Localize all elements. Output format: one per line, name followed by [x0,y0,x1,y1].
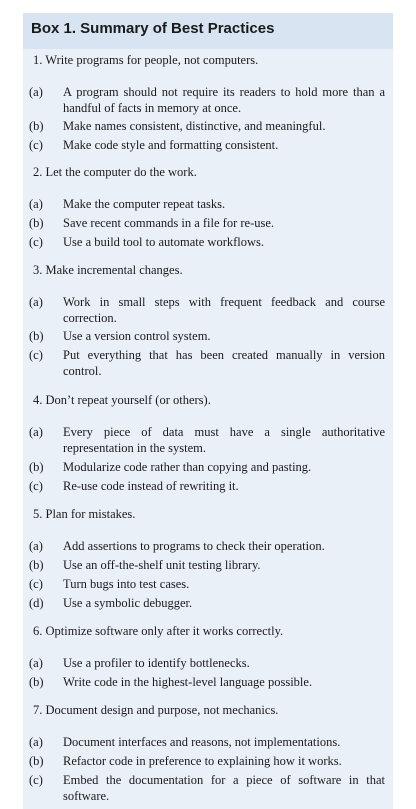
item-label: (c) [29,235,43,249]
list-item-6a [29,655,385,673]
item-label: (a) [29,85,43,99]
item-label: (b) [29,216,44,230]
summary-box [23,13,393,809]
list-item-6b [29,674,385,692]
item-label: (b) [29,460,44,474]
list-item-5b [29,557,385,575]
item-text: Every piece of data must have a single authoritative representation in the system. [63,425,385,455]
item-label: (a) [29,539,43,553]
item-label: (b) [29,675,44,689]
list-item-1c [29,137,385,155]
item-text: Make names consistent, distinctive, and meaningful. [63,119,326,133]
item-text: Add assertions to programs to check their operation. [63,539,325,553]
item-label: (a) [29,295,43,309]
list-item-2b [29,215,385,233]
item-label: (c) [29,577,43,591]
item-label: (c) [29,479,43,493]
item-text: Save recent commands in a file for re-use. [63,216,275,230]
list-item-5c [29,576,385,594]
list-item-7b [29,753,385,771]
list-item-3c [29,347,385,381]
item-text: Turn bugs into test cases. [63,577,190,591]
list-item-4b [29,459,385,477]
item-label: (d) [29,596,44,610]
section-heading-1: 1. Write programs for people, not computers. [33,53,259,67]
section-heading-5: 5. Plan for mistakes. [33,507,136,521]
item-text: Use a symbolic debugger. [63,596,193,610]
item-text: Embed the documentation for a piece of software in that software. [63,773,385,803]
section-heading-3: 3. Make incremental changes. [33,263,183,277]
box-body [23,49,393,809]
section-heading-4: 4. Don’t repeat yourself (or others). [33,393,211,407]
item-label: (c) [29,348,43,362]
list-item-3b [29,328,385,346]
item-label: (b) [29,558,44,572]
list-item-2c [29,234,385,252]
item-label: (c) [29,138,43,152]
section-heading-7: 7. Document design and purpose, not mechanics. [33,703,279,717]
list-item-4a [29,424,385,458]
section-heading-6: 6. Optimize software only after it works correctly. [33,624,284,638]
section-heading-2: 2. Let the computer do the work. [33,165,197,179]
list-item-1b [29,118,385,136]
item-text: A program should not require its readers to hold more than a handful of facts in memory at once. [63,85,385,115]
item-text: Modularize code rather than copying and pasting. [63,460,312,474]
list-item-1a [29,84,385,118]
list-item-5d [29,595,385,613]
item-text: Use a build tool to automate workflows. [63,235,265,249]
item-label: (b) [29,329,44,343]
item-text: Put everything that has been created manually in version control. [63,348,385,378]
item-text: Write code in the highest-level language possible. [63,675,313,689]
item-text: Make the computer repeat tasks. [63,197,226,211]
item-label: (a) [29,735,43,749]
item-text: Document interfaces and reasons, not implementations. [63,735,341,749]
item-label: (b) [29,754,44,768]
item-text: Work in small steps with frequent feedback and course correction. [63,295,385,325]
item-text: Re-use code instead of rewriting it. [63,479,239,493]
item-text: Refactor code in preference to explaining how it works. [63,754,342,768]
item-label: (a) [29,197,43,211]
item-label: (a) [29,656,43,670]
box-title: Box 1. Summary of Best Practices [31,20,275,37]
item-text: Use an off-the-shelf unit testing library. [63,558,261,572]
item-text: Use a profiler to identify bottlenecks. [63,656,250,670]
list-item-4c [29,478,385,496]
item-text: Make code style and formatting consistent. [63,138,279,152]
list-item-5a [29,538,385,556]
list-item-7a [29,734,385,752]
list-item-3a [29,294,385,328]
item-label: (b) [29,119,44,133]
item-label: (a) [29,425,43,439]
item-text: Use a version control system. [63,329,211,343]
list-item-7c [29,772,385,806]
list-item-2a [29,196,385,214]
item-label: (c) [29,773,43,787]
